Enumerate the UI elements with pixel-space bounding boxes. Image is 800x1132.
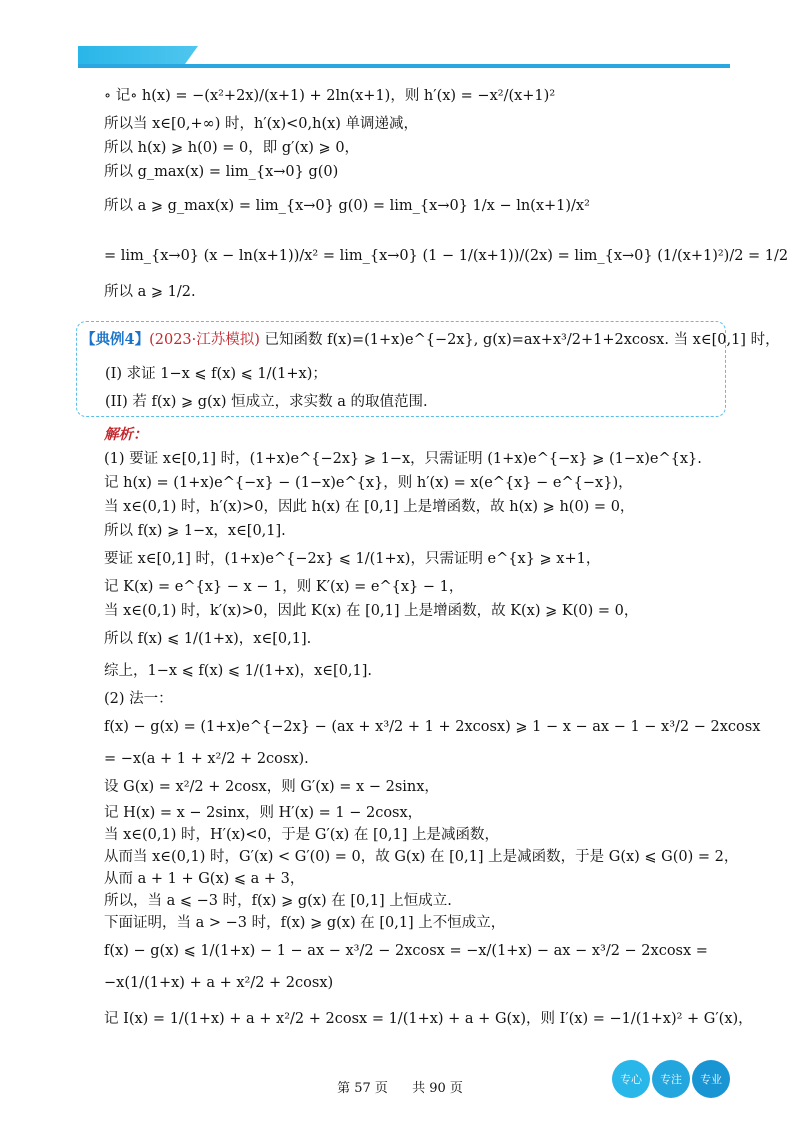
text-line: 所以 f(x) ⩾ 1−x，x∈[0,1]. xyxy=(104,523,286,539)
text-line: = −x(a + 1 + x²/2 + 2cosx). xyxy=(104,751,309,767)
text-line: f(x) − g(x) ⩽ 1/(1+x) − 1 − ax − x³/2 − 2xcosx = −x/(1+x) − ax − x³/2 − 2xcosx = xyxy=(104,943,708,959)
text-line: 当 x∈(0,1) 时，H′(x)<0，于是 G′(x) 在 [0,1] 上是减函数， xyxy=(104,827,499,843)
text-line: 下面证明，当 a > −3 时，f(x) ⩾ g(x) 在 [0,1] 上不恒成立， xyxy=(104,915,506,931)
header-rule xyxy=(78,64,730,68)
text-line: f(x) − g(x) = (1+x)e^{−2x} − (ax + x³/2 + 1 + 2xcosx) ⩾ 1 − x − ax − 1 − x³/2 − 2xcosx xyxy=(104,719,761,735)
text-line: 所以，当 a ⩽ −3 时，f(x) ⩾ g(x) 在 [0,1] 上恒成立. xyxy=(104,893,452,909)
badge-zhuanzhu: 专注 xyxy=(652,1060,690,1098)
text-line: (2) 法一： xyxy=(104,691,173,707)
example-stem-line xyxy=(81,330,780,350)
text-line: 记 I(x) = 1/(1+x) + a + x²/2 + 2cosx = 1/(1+x) + a + G(x)，则 I′(x) = −1/(1+x)² + G′(x)， xyxy=(104,1011,753,1027)
text-line: 记 H(x) = x − 2sinx，则 H′(x) = 1 − 2cosx， xyxy=(104,805,423,821)
solution-heading: 解析： xyxy=(104,426,148,443)
example-source: (2023·江苏模拟) xyxy=(149,332,260,348)
text-line: 所以 f(x) ⩽ 1/(1+x)，x∈[0,1]. xyxy=(104,631,312,647)
example-question-1: (I) 求证 1−x ⩽ f(x) ⩽ 1/(1+x)； xyxy=(105,366,327,382)
text-line: 设 G(x) = x²/2 + 2cosx，则 G′(x) = x − 2sinx， xyxy=(104,779,439,795)
badge-zhuanye: 专业 xyxy=(692,1060,730,1098)
text-line: 当 x∈(0,1) 时，h′(x)>0，因此 h(x) 在 [0,1] 上是增函数，故 h(x) ⩾ h(0) = 0， xyxy=(104,499,635,515)
text-line: 从而当 x∈(0,1) 时，G′(x) < G′(0) = 0，故 G(x) 在 [0,1] 上是减函数，于是 G(x) ⩽ G(0) = 2， xyxy=(104,849,739,865)
text-line: 要证 x∈[0,1] 时，(1+x)e^{−2x} ⩽ 1/(1+x)，只需证明 e^{x} ⩾ x+1， xyxy=(104,551,601,567)
example-stem: 已知函数 f(x)=(1+x)e^{−2x}, g(x)=ax+x³/2+1+2xcosx. 当 x∈[0,1] 时， xyxy=(264,332,780,348)
text-line: 所以 g_max(x) = lim_{x→0} g(0) xyxy=(104,164,339,180)
slogan-badges xyxy=(612,1060,732,1096)
text-line: 综上，1−x ⩽ f(x) ⩽ 1/(1+x)，x∈[0,1]. xyxy=(104,663,373,679)
page-number: 第 57 页 xyxy=(337,1081,388,1096)
header-accent-block xyxy=(78,46,198,66)
badge-zhuanxin: 专心 xyxy=(612,1060,650,1098)
page-total: 共 90 页 xyxy=(412,1081,463,1096)
text-line: 从而 a + 1 + G(x) ⩽ a + 3， xyxy=(104,871,305,887)
text-line: ∘ 记∘ h(x) = −(x²+2x)/(x+1) + 2ln(x+1)，则 h′(x) = −x²/(x+1)² xyxy=(104,88,556,104)
text-line: −x(1/(1+x) + a + x²/2 + 2cosx) xyxy=(104,975,334,991)
text-line: 记 K(x) = e^{x} − x − 1，则 K′(x) = e^{x} − 1， xyxy=(104,579,464,595)
example-box xyxy=(76,321,780,417)
text-line: 所以当 x∈[0,+∞) 时，h′(x)<0,h(x) 单调递减， xyxy=(104,116,419,132)
text-line: (1) 要证 x∈[0,1] 时，(1+x)e^{−2x} ⩾ 1−x，只需证明 (1+x)e^{−x} ⩾ (1−x)e^{x}. xyxy=(104,451,702,467)
text-line: 所以 a ⩾ 1/2. xyxy=(104,284,196,300)
example-tag: 【典例4】 xyxy=(81,331,150,348)
text-line: = lim_{x→0} (x − ln(x+1))/x² = lim_{x→0} (1 − 1/(x+1))/(2x) = lim_{x→0} (1/(x+1)²)/2 = 1/2 xyxy=(104,248,789,264)
example-question-2: (II) 若 f(x) ⩾ g(x) 恒成立，求实数 a 的取值范围. xyxy=(105,394,428,410)
text-line: 所以 h(x) ⩾ h(0) = 0，即 g′(x) ⩾ 0， xyxy=(104,140,360,156)
text-line: 所以 a ⩾ g_max(x) = lim_{x→0} g(0) = lim_{x→0} 1/x − ln(x+1)/x² xyxy=(104,198,590,214)
header-bar xyxy=(78,46,730,68)
text-line: 记 h(x) = (1+x)e^{−x} − (1−x)e^{x}，则 h′(x) = x(e^{x} − e^{−x})， xyxy=(104,475,633,491)
text-line: 当 x∈(0,1) 时，k′(x)>0，因此 K(x) 在 [0,1] 上是增函数，故 K(x) ⩾ K(0) = 0， xyxy=(104,603,639,619)
